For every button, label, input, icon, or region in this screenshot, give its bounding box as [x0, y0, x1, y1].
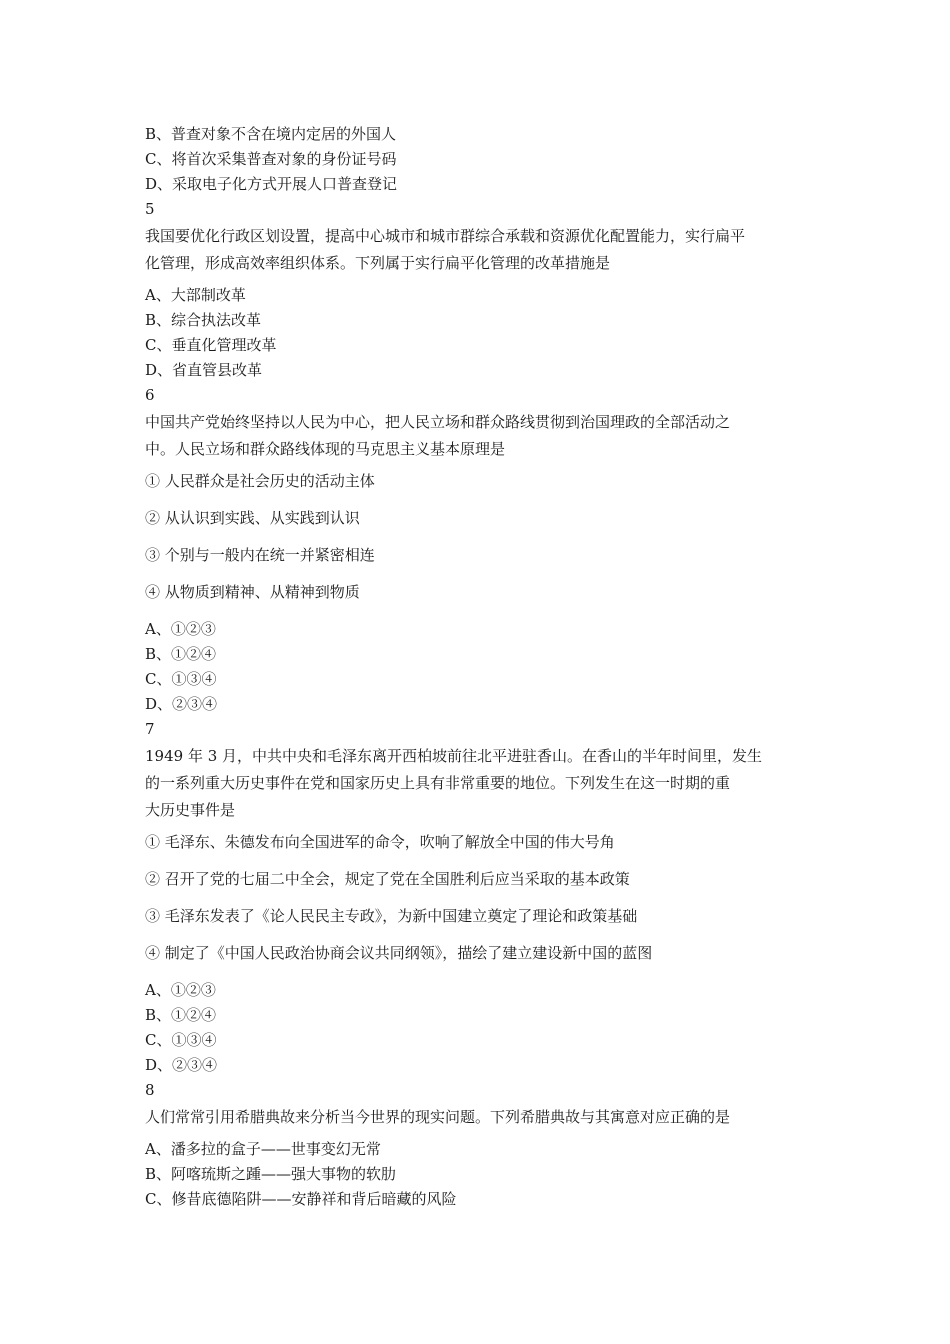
statement-1: ① 毛泽东、朱德发布向全国进军的命令，吹响了解放全中国的伟大号角	[145, 833, 615, 851]
option-d: D、采取电子化方式开展人口普查登记	[145, 175, 398, 193]
stem-line: 中。人民立场和群众路线体现的马克思主义基本原理是	[145, 440, 506, 458]
question-statements	[145, 830, 815, 978]
stem-line: 人们常常引用希腊典故来分析当今世界的现实问题。下列希腊典故与其寓意对应正确的是	[145, 1108, 731, 1126]
question-statements	[145, 469, 815, 617]
question-6	[145, 383, 815, 717]
option-b: B、阿喀琉斯之踵——强大事物的软肋	[145, 1165, 397, 1183]
question-options	[145, 1137, 815, 1212]
option-b: B、①②④	[145, 645, 217, 663]
document-page	[145, 122, 815, 1212]
stem-line: 化管理，形成高效率组织体系。下列属于实行扁平化管理的改革措施是	[145, 254, 611, 272]
statement-4: ④ 从物质到精神、从精神到物质	[145, 583, 360, 601]
question-5	[145, 197, 815, 383]
option-c: C、将首次采集普查对象的身份证号码	[145, 150, 397, 168]
statement-2: ② 召开了党的七届二中全会，规定了党在全国胜利后应当采取的基本政策	[145, 870, 630, 888]
question-4-options	[145, 122, 815, 197]
option-a: A、潘多拉的盒子——世事变幻无常	[145, 1140, 381, 1158]
option-b: B、①②④	[145, 1006, 217, 1024]
option-c: C、①③④	[145, 670, 217, 688]
stem-line: 1949 年 3 月，中共中央和毛泽东离开西柏坡前往北平进驻香山。在香山的半年时间里，发生	[145, 747, 763, 765]
question-number: 6	[145, 386, 155, 404]
option-a: A、大部制改革	[145, 286, 246, 304]
option-b: B、综合执法改革	[145, 311, 262, 329]
statement-2: ② 从认识到实践、从实践到认识	[145, 509, 360, 527]
question-stem	[145, 743, 815, 824]
option-a: A、①②③	[145, 620, 216, 638]
option-d: D、②③④	[145, 1056, 218, 1074]
statement-3: ③ 毛泽东发表了《论人民民主专政》，为新中国建立奠定了理论和政策基础	[145, 907, 638, 925]
option-d: D、省直管县改革	[145, 361, 263, 379]
stem-line: 我国要优化行政区划设置，提高中心城市和城市群综合承载和资源优化配置能力，实行扁平	[145, 227, 746, 245]
option-c: C、垂直化管理改革	[145, 336, 277, 354]
question-8	[145, 1078, 815, 1212]
question-options	[145, 617, 815, 717]
stem-line: 大历史事件是	[145, 801, 236, 819]
statement-4: ④ 制定了《中国人民政治协商会议共同纲领》，描绘了建立建设新中国的蓝图	[145, 944, 653, 962]
statement-3: ③ 个别与一般内在统一并紧密相连	[145, 546, 375, 564]
question-stem	[145, 223, 815, 277]
option-a: A、①②③	[145, 981, 216, 999]
statement-1: ① 人民群众是社会历史的活动主体	[145, 472, 375, 490]
question-options	[145, 978, 815, 1078]
question-7	[145, 717, 815, 1078]
question-number: 5	[145, 200, 155, 218]
option-c: C、修昔底德陷阱——安静祥和背后暗藏的风险	[145, 1190, 457, 1208]
question-stem	[145, 409, 815, 463]
question-number: 7	[145, 720, 155, 738]
option-c: C、①③④	[145, 1031, 217, 1049]
question-options	[145, 283, 815, 383]
option-b: B、普查对象不含在境内定居的外国人	[145, 125, 397, 143]
question-stem	[145, 1104, 815, 1131]
question-number: 8	[145, 1081, 155, 1099]
option-d: D、②③④	[145, 695, 218, 713]
stem-line: 的一系列重大历史事件在党和国家历史上具有非常重要的地位。下列发生在这一时期的重	[145, 774, 731, 792]
stem-line: 中国共产党始终坚持以人民为中心，把人民立场和群众路线贯彻到治国理政的全部活动之	[145, 413, 731, 431]
